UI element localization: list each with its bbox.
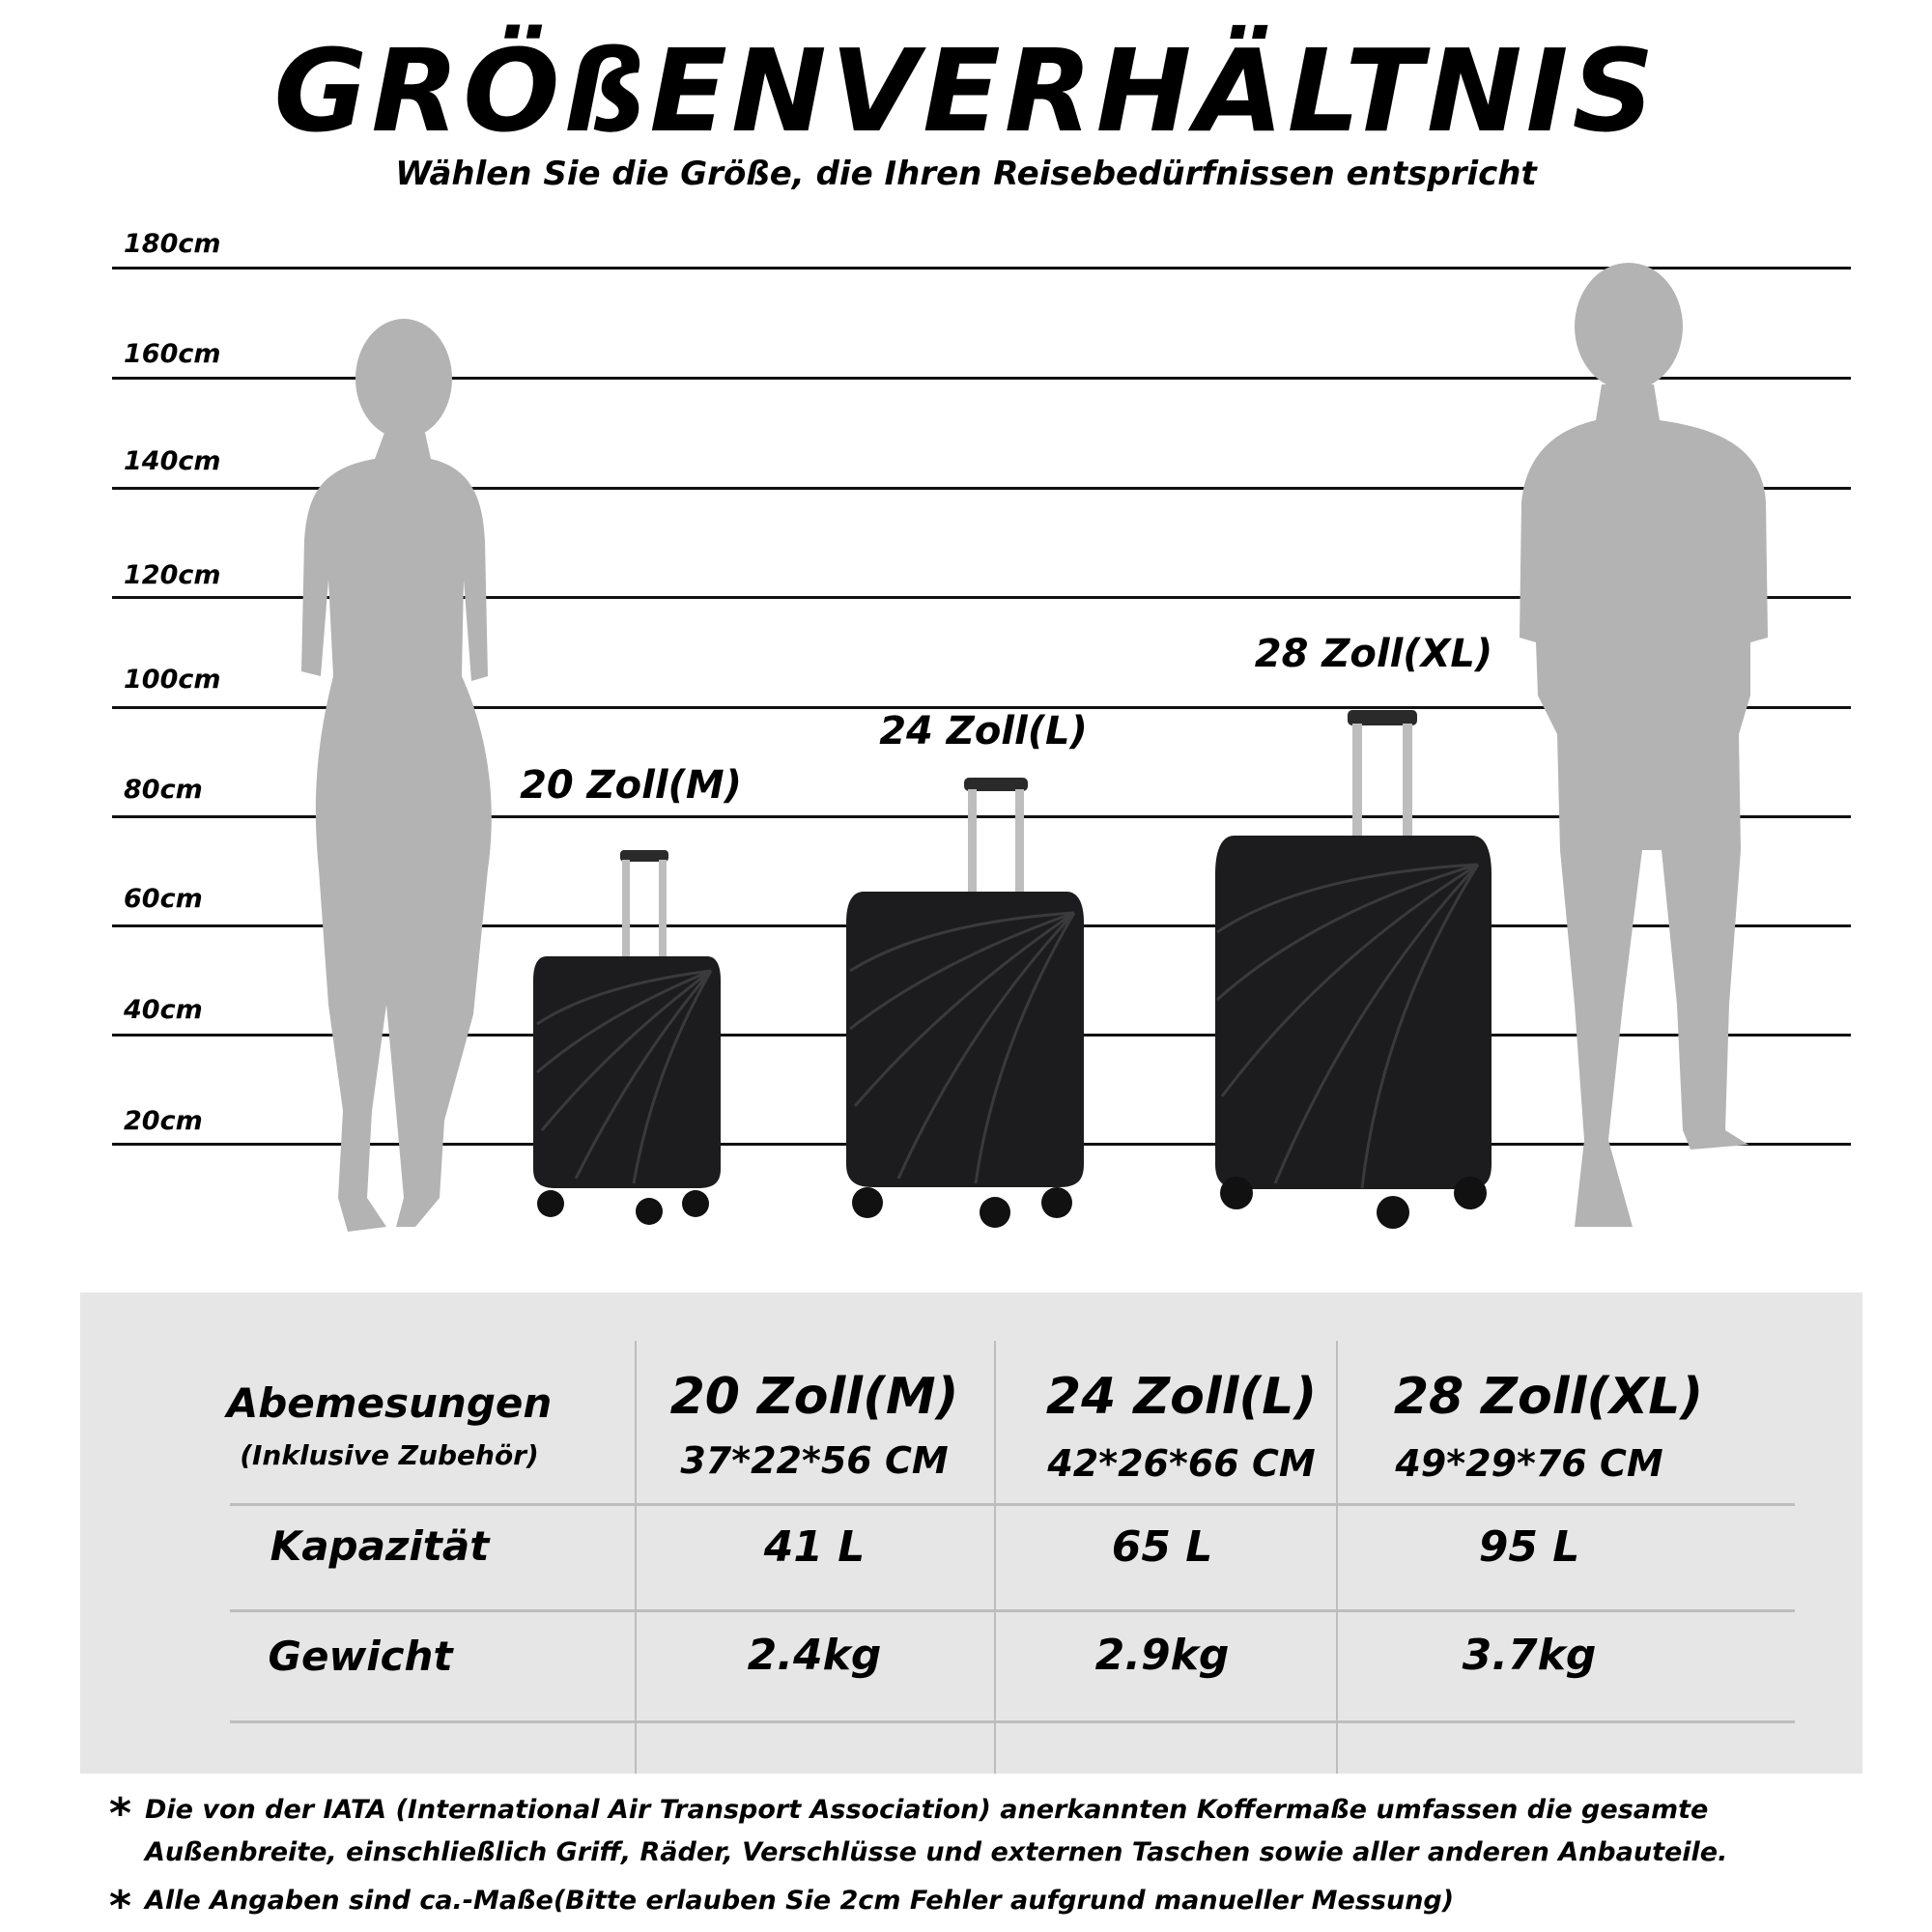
weight-20: 2.4kg bbox=[747, 1631, 882, 1680]
row-divider bbox=[230, 1720, 1795, 1723]
column-divider bbox=[635, 1341, 637, 1774]
scale-label-140: 140cm bbox=[124, 446, 221, 476]
column-divider bbox=[994, 1341, 996, 1774]
table-header-label: Abemesungen bbox=[226, 1379, 553, 1427]
note-measurement: Alle Angaben sind ca.-Maße(Bitte erlauben Sie 2cm Fehler aufgrund manueller Messung) bbox=[145, 1886, 1455, 1916]
scale-label-160: 160cm bbox=[124, 339, 221, 369]
column-name-28: 28 Zoll(XL) bbox=[1393, 1368, 1704, 1426]
scale-label-80: 80cm bbox=[124, 775, 203, 805]
note-iata: Die von der IATA (International Air Transport Association) anerkannten Koffermaße umfassen die gesamte Außenbreite, einschließlich Griff, Räder, Verschlüsse und externen Taschen sowie aller anderen Anbauteile. bbox=[145, 1795, 1728, 1867]
scale-label-20: 20cm bbox=[124, 1106, 203, 1136]
scale-label-180: 180cm bbox=[124, 229, 221, 259]
suitcase-24-image bbox=[846, 778, 1084, 1228]
row-divider bbox=[230, 1609, 1795, 1612]
capacity-20: 41 L bbox=[763, 1522, 866, 1572]
capacity-28: 95 L bbox=[1478, 1522, 1580, 1572]
note-marker: * bbox=[109, 1882, 132, 1931]
table-header-sublabel: (Inklusive Zubehör) bbox=[240, 1439, 539, 1471]
column-dims-20: 37*22*56 CM bbox=[680, 1439, 949, 1482]
page-title: GRÖßENVERHÄLTNIS bbox=[273, 24, 1659, 157]
scale-label-40: 40cm bbox=[124, 995, 203, 1025]
weight-28: 3.7kg bbox=[1462, 1631, 1597, 1680]
note-marker: * bbox=[109, 1789, 132, 1838]
column-name-20: 20 Zoll(M) bbox=[669, 1368, 959, 1426]
suitcase-label-24: 24 Zoll(L) bbox=[879, 709, 1088, 753]
man-silhouette bbox=[1520, 263, 1768, 1227]
suitcase-label-28: 28 Zoll(XL) bbox=[1254, 632, 1493, 676]
suitcase-label-20: 20 Zoll(M) bbox=[520, 763, 742, 808]
row-label-kapazitaet: Kapazität bbox=[270, 1522, 490, 1570]
scale-label-120: 120cm bbox=[124, 560, 221, 590]
woman-silhouette bbox=[301, 319, 492, 1232]
column-dims-24: 42*26*66 CM bbox=[1047, 1442, 1316, 1485]
page-subtitle: Wählen Sie die Größe, die Ihren Reisebedürfnissen entspricht bbox=[395, 155, 1537, 193]
column-name-24: 24 Zoll(L) bbox=[1045, 1368, 1318, 1426]
capacity-24: 65 L bbox=[1111, 1522, 1213, 1572]
scale-label-100: 100cm bbox=[124, 665, 221, 695]
scale-label-60: 60cm bbox=[124, 884, 203, 914]
column-dims-28: 49*29*76 CM bbox=[1395, 1442, 1663, 1485]
suitcase-20-image bbox=[533, 850, 721, 1225]
size-table bbox=[80, 1293, 1862, 1774]
row-label-gewicht: Gewicht bbox=[268, 1633, 453, 1680]
weight-24: 2.9kg bbox=[1094, 1631, 1230, 1680]
suitcase-28-image bbox=[1215, 710, 1492, 1229]
row-divider bbox=[230, 1503, 1795, 1506]
